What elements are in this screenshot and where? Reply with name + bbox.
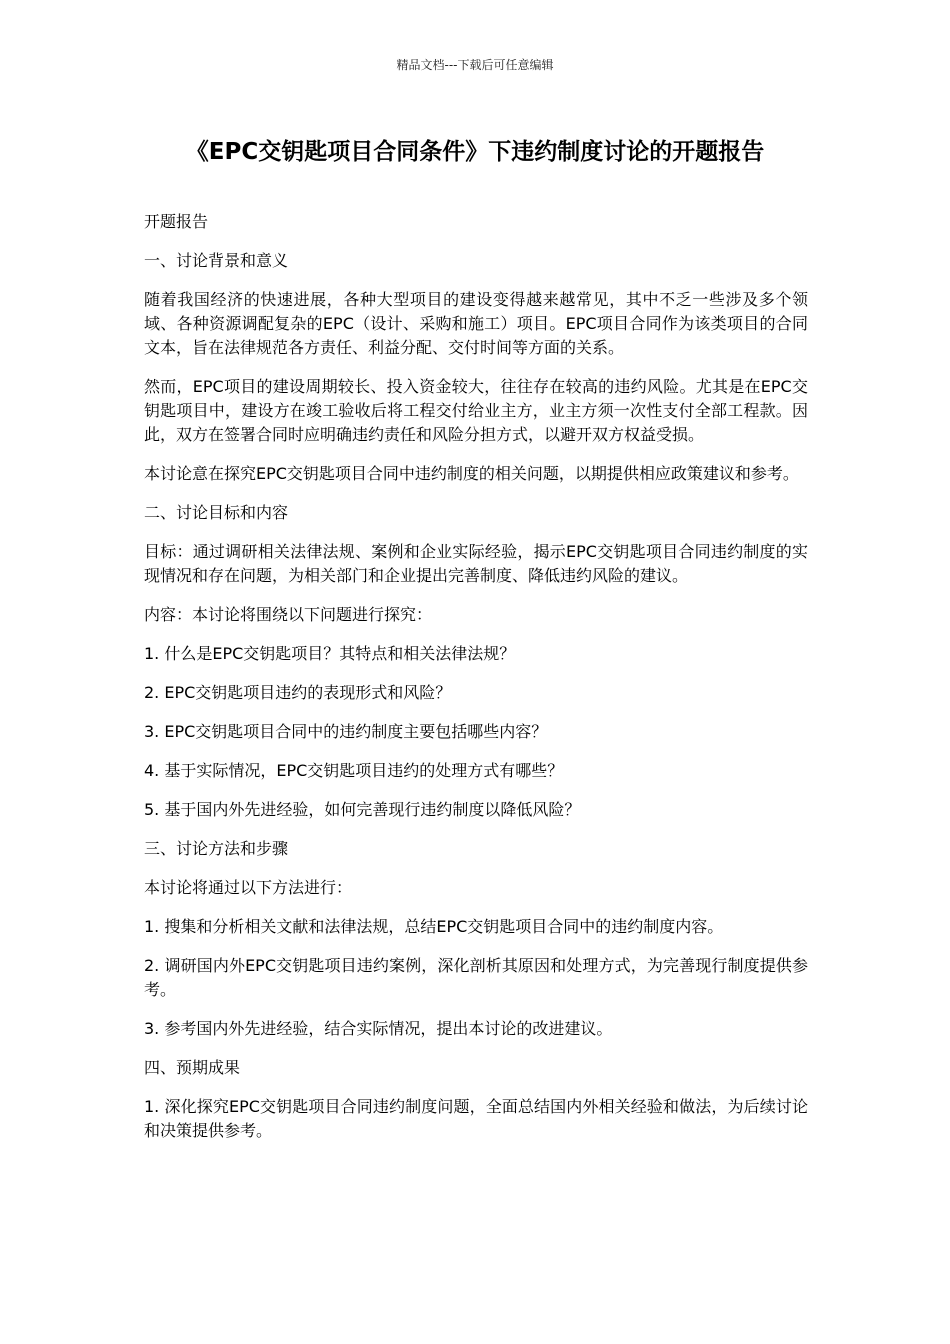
header-note: 精品文档---下载后可任意编辑 <box>396 58 554 72</box>
paragraph: 随着我国经济的快速进展，各种大型项目的建设变得越来越常见，其中不乏一些涉及多个领域、各种资源调配复杂的EPC（设计、采购和施工）项目。EPC项目合同作为该类项目的合同文本，旨在法律规范各方责任、利益分配、交付时间等方面的关系。 <box>144 290 808 357</box>
list-item: 4. 基于实际情况，EPC交钥匙项目违约的处理方式有哪些？ <box>144 761 564 780</box>
list-item: 1. 搜集和分析相关文献和法律法规，总结EPC交钥匙项目合同中的违约制度内容。 <box>144 917 724 936</box>
section-heading-methods: 三、讨论方法和步骤 <box>144 839 289 858</box>
list-item: 3. EPC交钥匙项目合同中的违约制度主要包括哪些内容？ <box>144 722 548 741</box>
section-heading-expected-results: 四、预期成果 <box>144 1058 241 1077</box>
section-heading-objectives: 二、讨论目标和内容 <box>144 503 289 522</box>
list-item: 2. 调研国内外EPC交钥匙项目违约案例，深化剖析其原因和处理方式，为完善现行制度提供参考。 <box>144 956 808 999</box>
paragraph: 内容：本讨论将围绕以下问题进行探究： <box>144 605 433 624</box>
document-body <box>144 210 808 1158</box>
paragraph: 本讨论意在探究EPC交钥匙项目合同中违约制度的相关问题，以期提供相应政策建议和参考。 <box>144 464 799 483</box>
paragraph-report-label: 开题报告 <box>144 212 209 231</box>
list-item: 2. EPC交钥匙项目违约的表现形式和风险？ <box>144 683 452 702</box>
list-item: 1. 深化探究EPC交钥匙项目合同违约制度问题，全面总结国内外相关经验和做法，为后续讨论和决策提供参考。 <box>144 1097 808 1140</box>
paragraph: 目标：通过调研相关法律法规、案例和企业实际经验，揭示EPC交钥匙项目合同违约制度的实现情况和存在问题，为相关部门和企业提出完善制度、降低违约风险的建议。 <box>144 542 808 585</box>
list-item: 1. 什么是EPC交钥匙项目？其特点和相关法律法规？ <box>144 644 516 663</box>
list-item: 3. 参考国内外先进经验，结合实际情况，提出本讨论的改进建议。 <box>144 1019 613 1038</box>
document-title: 《EPC交钥匙项目合同条件》下违约制度讨论的开题报告 <box>185 139 765 165</box>
section-heading-background: 一、讨论背景和意义 <box>144 251 289 270</box>
paragraph: 本讨论将通过以下方法进行： <box>144 878 353 897</box>
list-item: 5. 基于国内外先进经验，如何完善现行违约制度以降低风险？ <box>144 800 581 819</box>
paragraph: 然而，EPC项目的建设周期较长、投入资金较大，往往存在较高的违约风险。尤其是在EPC交钥匙项目中，建设方在竣工验收后将工程交付给业主方，业主方须一次性支付全部工程款。因此，双方在签署合同时应明确违约责任和风险分担方式，以避开双方权益受损。 <box>144 377 808 444</box>
